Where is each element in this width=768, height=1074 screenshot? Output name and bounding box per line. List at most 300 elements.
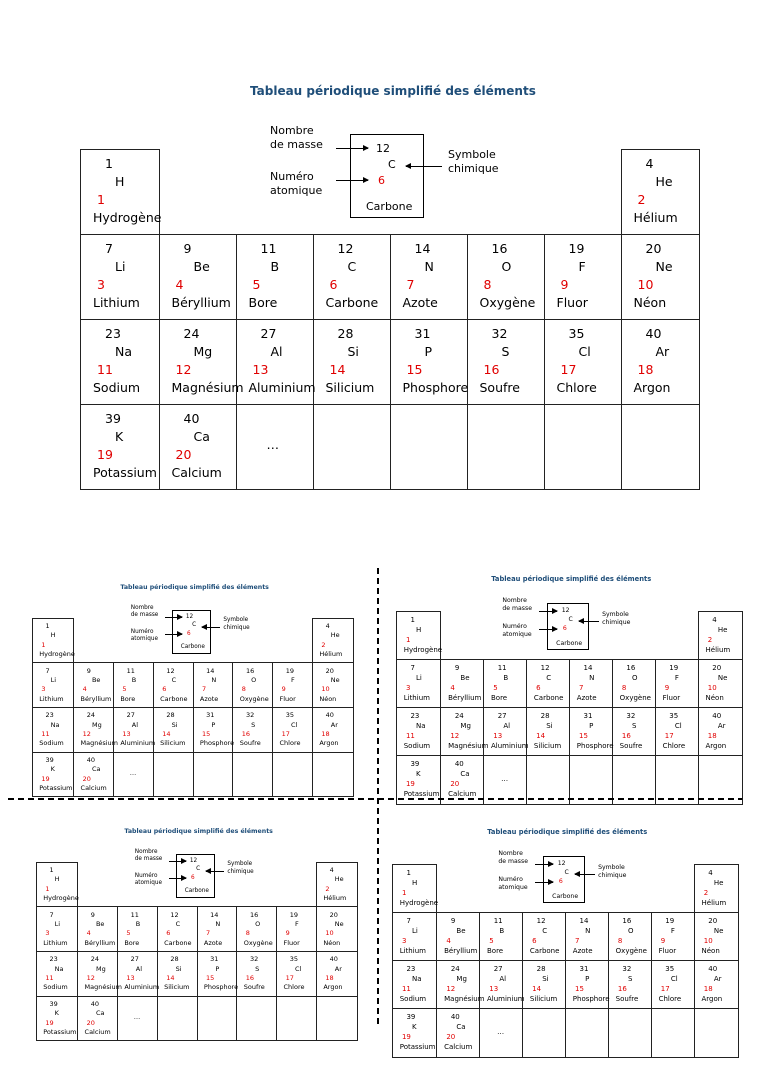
element-symbol: S <box>251 720 256 729</box>
element-symbol: Be <box>460 673 470 682</box>
legend-mass-label: de masse <box>498 858 529 866</box>
element-name: Lithium <box>399 947 426 956</box>
element-mass-number: 9 <box>90 910 95 919</box>
element-symbol: Mg <box>193 344 213 359</box>
element-symbol: F <box>290 675 295 684</box>
element-atomic-number: 8 <box>241 685 246 694</box>
element-atomic-number: 2 <box>325 884 330 893</box>
element-name: … <box>497 1027 505 1036</box>
element-symbol: F <box>294 919 299 928</box>
element-mass-number: 39 <box>406 1012 416 1021</box>
element-mass-number: 28 <box>536 964 546 973</box>
element-atomic-number: 16 <box>621 732 631 741</box>
element-symbol: K <box>416 770 421 779</box>
element-name: Béryllium <box>171 295 231 310</box>
element-name: Hydrogène <box>399 899 439 908</box>
element-mass-number: 32 <box>626 711 636 720</box>
element-name: Chlore <box>279 739 301 748</box>
element-atomic-number: 3 <box>97 277 105 292</box>
legend-name-value: Carbone <box>180 644 205 651</box>
legend-atomic-label: Numéro <box>270 170 314 183</box>
element-mass-number: 9 <box>86 666 91 675</box>
legend-symbol-value: C <box>568 616 573 624</box>
element-name: Sodium <box>399 995 427 1004</box>
element-mass-number: 12 <box>540 663 550 672</box>
element-symbol: Na <box>416 722 426 730</box>
legend-name-value: Carbone <box>556 639 583 647</box>
element-name: Silicium <box>325 380 375 395</box>
element-name: Sodium <box>403 742 431 751</box>
element-atomic-number: 16 <box>483 362 500 377</box>
element-symbol: Ca <box>193 429 210 444</box>
element-symbol: Be <box>193 259 210 274</box>
element-atomic-number: 11 <box>405 732 415 741</box>
element-mass-number: 40 <box>454 759 464 768</box>
element-name: Calcium <box>84 1028 111 1037</box>
element-symbol: Al <box>499 975 507 983</box>
element-atomic-number: 10 <box>703 937 713 946</box>
element-name: Chlore <box>658 995 682 1004</box>
legend-mass-label: Nombre <box>130 604 154 611</box>
element-symbol: F <box>670 926 675 935</box>
legend-atomic-label: Numéro <box>498 876 523 884</box>
element-atomic-number: 16 <box>241 730 251 739</box>
legend-name-value: Carbone <box>184 888 209 895</box>
element-symbol: Ne <box>713 926 724 935</box>
element-mass-number: 32 <box>249 955 259 964</box>
element-name: Aluminium <box>248 380 316 395</box>
element-atomic-number: 19 <box>41 774 50 783</box>
element-mass-number: 4 <box>645 156 654 171</box>
element-atomic-number: 1 <box>97 192 105 207</box>
element-mass-number: 1 <box>49 865 54 874</box>
element-atomic-number: 20 <box>175 447 192 462</box>
element-name: Fluor <box>658 947 677 956</box>
legend-number-value: 6 <box>378 174 385 187</box>
element-symbol: Na <box>50 720 60 729</box>
element-name: Béryllium <box>80 694 112 703</box>
element-mass-number: 19 <box>669 663 679 672</box>
element-symbol: K <box>50 765 55 774</box>
element-name: Magnésium <box>80 739 119 748</box>
panel-title: Tableau périodique simplifié des éléments <box>120 584 269 591</box>
element-mass-number: 14 <box>206 666 215 675</box>
element-symbol: Na <box>412 975 422 983</box>
element-name: Potassium <box>43 1028 77 1037</box>
element-atomic-number: 9 <box>660 937 666 946</box>
element-symbol: C <box>347 259 357 274</box>
element-symbol: N <box>424 259 434 274</box>
element-name: Magnésium <box>448 742 489 751</box>
element-mass-number: 40 <box>90 999 100 1008</box>
element-symbol: O <box>255 919 261 928</box>
element-name: Bore <box>491 694 508 703</box>
element-name: Chlore <box>556 380 597 395</box>
legend-mass-label: Nombre <box>502 597 527 605</box>
element-name: Azote <box>572 947 593 956</box>
element-atomic-number: 8 <box>245 929 250 938</box>
element-name: Calcium <box>448 790 477 799</box>
element-symbol: B <box>131 675 137 684</box>
element-name: Carbone <box>529 947 560 956</box>
element-name: Potassium <box>39 784 73 793</box>
element-symbol: O <box>631 673 638 682</box>
element-name: Chlore <box>662 742 686 751</box>
element-atomic-number: 12 <box>446 985 456 994</box>
element-atomic-number: 10 <box>637 277 654 292</box>
legend-atomic-label: atomique <box>498 884 528 891</box>
element-atomic-number: 19 <box>401 1033 411 1042</box>
element-name: Azote <box>402 295 438 310</box>
element-name: Soufre <box>615 995 639 1004</box>
element-symbol: N <box>589 673 595 682</box>
legend-mass-label: Nombre <box>498 850 523 858</box>
element-name: Fluor <box>283 938 300 947</box>
element-atomic-number: 3 <box>405 684 411 693</box>
element-mass-number: 39 <box>45 755 54 764</box>
element-atomic-number: 18 <box>637 362 654 377</box>
element-symbol: Ne <box>655 259 673 274</box>
element-name: Phosphore <box>572 995 610 1004</box>
element-symbol: O <box>627 926 634 935</box>
element-mass-number: 39 <box>410 759 420 768</box>
element-mass-number: 27 <box>493 964 503 973</box>
panel-title: Tableau périodique simplifié des éléments <box>250 84 536 98</box>
element-name: Hélium <box>705 646 731 655</box>
element-atomic-number: 10 <box>325 929 334 938</box>
element-name: Bore <box>124 938 140 947</box>
element-name: … <box>129 769 137 778</box>
element-name: Oxygène <box>619 694 651 703</box>
element-symbol: Li <box>416 673 422 682</box>
element-symbol: Si <box>171 720 178 729</box>
element-name: Phosphore <box>203 983 239 992</box>
element-atomic-number: 14 <box>162 730 171 739</box>
element-atomic-number: 16 <box>245 974 255 983</box>
element-symbol: K <box>412 1023 417 1032</box>
element-mass-number: 7 <box>410 663 415 672</box>
element-mass-number: 7 <box>105 241 113 256</box>
legend-mass-value: 12 <box>557 860 566 868</box>
legend-mass-label: de masse <box>130 612 159 619</box>
element-mass-number: 11 <box>497 663 507 672</box>
element-symbol: Al <box>503 722 511 730</box>
element-mass-number: 11 <box>493 916 503 925</box>
element-symbol: H <box>50 631 56 640</box>
element-atomic-number: 15 <box>206 974 215 983</box>
element-mass-number: 35 <box>289 955 299 964</box>
element-symbol: S <box>255 964 260 973</box>
element-mass-number: 9 <box>183 241 192 256</box>
element-symbol: K <box>115 429 124 444</box>
element-symbol: Ne <box>717 673 728 682</box>
element-symbol: N <box>215 919 221 928</box>
element-mass-number: 1 <box>406 868 411 877</box>
element-symbol: Be <box>91 675 101 684</box>
element-name: Sodium <box>39 739 64 748</box>
element-name: Phosphore <box>402 380 469 395</box>
legend-symbol-label: chimique <box>598 871 627 879</box>
element-atomic-number: 15 <box>579 732 588 741</box>
element-symbol: Ne <box>334 919 344 928</box>
legend-mass-label: Nombre <box>270 124 314 137</box>
element-symbol: P <box>585 975 590 983</box>
element-symbol: B <box>499 926 505 935</box>
legend-number-value: 6 <box>186 630 191 637</box>
element-symbol: F <box>578 259 586 274</box>
element-symbol: Si <box>347 344 359 359</box>
element-name: Béryllium <box>444 947 478 956</box>
element-symbol: He <box>655 174 673 189</box>
element-name: Carbone <box>164 938 192 947</box>
legend-symbol-label: Symbole <box>448 148 496 161</box>
element-atomic-number: 3 <box>41 685 46 694</box>
element-symbol: O <box>251 675 257 684</box>
legend-name-value: Carbone <box>552 892 579 900</box>
element-name: Bore <box>120 694 136 703</box>
element-mass-number: 19 <box>285 666 295 675</box>
element-mass-number: 20 <box>329 910 338 919</box>
element-atomic-number: 18 <box>321 730 330 739</box>
element-symbol: C <box>542 926 548 935</box>
legend-symbol-value: C <box>564 869 569 877</box>
element-atomic-number: 4 <box>175 277 184 292</box>
element-mass-number: 39 <box>105 411 121 426</box>
element-atomic-number: 4 <box>82 685 87 694</box>
legend-symbol-label: chimique <box>227 868 254 875</box>
element-mass-number: 12 <box>166 666 175 675</box>
element-name: Sodium <box>93 380 141 395</box>
element-name: Soufre <box>239 739 261 748</box>
element-atomic-number: 1 <box>405 636 411 645</box>
element-symbol: Cl <box>670 975 678 983</box>
element-mass-number: 35 <box>285 711 295 720</box>
element-atomic-number: 6 <box>536 684 541 693</box>
element-name: Argon <box>633 380 671 395</box>
element-atomic-number: 10 <box>707 684 717 693</box>
element-name: Lithium <box>39 694 64 703</box>
element-atomic-number: 19 <box>405 780 415 789</box>
element-atomic-number: 18 <box>325 974 334 983</box>
element-atomic-number: 1 <box>45 884 50 893</box>
element-mass-number: 16 <box>249 910 259 919</box>
element-atomic-number: 9 <box>560 277 569 292</box>
legend-mass-label: de masse <box>502 605 533 613</box>
element-atomic-number: 16 <box>617 985 627 994</box>
element-atomic-number: 8 <box>483 277 492 292</box>
legend-symbol-label: chimique <box>602 618 631 626</box>
element-mass-number: 24 <box>86 711 96 720</box>
element-name: Fluor <box>662 694 681 703</box>
element-name: Potassium <box>399 1043 436 1052</box>
element-atomic-number: 7 <box>406 277 415 292</box>
element-symbol: Cl <box>290 720 298 729</box>
element-mass-number: 31 <box>583 711 593 720</box>
element-symbol: Ne <box>330 675 340 684</box>
element-name: Argon <box>701 995 723 1004</box>
element-name: Argon <box>319 739 339 748</box>
element-name: Oxygène <box>239 694 269 703</box>
element-atomic-number: 5 <box>252 277 261 292</box>
element-name: Azote <box>199 694 219 703</box>
element-name: Argon <box>323 983 343 992</box>
element-atomic-number: 20 <box>86 1018 95 1027</box>
element-name: Silicium <box>529 995 558 1004</box>
element-atomic-number: 7 <box>206 929 211 938</box>
element-mass-number: 7 <box>49 910 54 919</box>
element-symbol: Na <box>115 344 133 359</box>
legend-symbol-value: C <box>192 622 197 629</box>
element-atomic-number: 2 <box>637 192 646 207</box>
element-symbol: Ar <box>334 964 342 973</box>
legend-atomic-label: atomique <box>270 184 323 197</box>
legend-symbol-label: chimique <box>223 624 250 631</box>
element-atomic-number: 17 <box>660 985 670 994</box>
element-mass-number: 40 <box>329 955 338 964</box>
element-mass-number: 32 <box>622 964 632 973</box>
element-symbol: S <box>501 344 510 359</box>
legend-atomic-label: Numéro <box>130 628 154 635</box>
element-mass-number: 9 <box>454 663 460 672</box>
element-atomic-number: 18 <box>707 732 717 741</box>
element-atomic-number: 20 <box>446 1033 456 1042</box>
element-mass-number: 32 <box>245 711 255 720</box>
element-mass-number: 40 <box>645 326 662 341</box>
element-symbol: Na <box>54 964 64 973</box>
element-symbol: Cl <box>674 722 682 730</box>
legend-atomic-label: Numéro <box>134 872 158 879</box>
element-atomic-number: 12 <box>86 974 95 983</box>
element-symbol: K <box>54 1009 59 1018</box>
element-atomic-number: 6 <box>162 685 167 694</box>
element-name: Silicium <box>160 739 186 748</box>
element-atomic-number: 12 <box>175 362 192 377</box>
element-symbol: Si <box>542 975 549 983</box>
element-mass-number: 9 <box>450 916 456 925</box>
element-symbol: Be <box>95 919 105 928</box>
element-atomic-number: 14 <box>532 985 542 994</box>
legend-number-value: 6 <box>190 874 195 881</box>
legend-atomic-label: atomique <box>502 631 532 638</box>
element-mass-number: 24 <box>450 964 460 973</box>
element-name: Bore <box>487 947 504 956</box>
element-name: … <box>501 774 509 783</box>
element-name: Argon <box>705 742 727 751</box>
element-name: Magnésium <box>444 995 485 1004</box>
element-mass-number: 20 <box>645 241 662 256</box>
element-symbol: Ca <box>456 1023 466 1032</box>
element-atomic-number: 2 <box>703 889 709 898</box>
element-atomic-number: 15 <box>406 362 423 377</box>
element-name: Oxygène <box>243 938 273 947</box>
element-symbol: C <box>546 673 552 682</box>
element-mass-number: 28 <box>540 711 550 720</box>
legend-symbol-value: C <box>388 158 396 171</box>
element-mass-number: 4 <box>712 615 717 624</box>
element-atomic-number: 2 <box>321 640 326 649</box>
legend-mass-value: 12 <box>376 142 390 155</box>
element-symbol: N <box>211 675 217 684</box>
element-symbol: Ar <box>655 344 670 359</box>
element-symbol: Ca <box>95 1009 105 1018</box>
panel-title: Tableau périodique simplifié des éléments <box>487 828 648 836</box>
element-atomic-number: 20 <box>450 780 460 789</box>
element-symbol: Li <box>115 259 126 274</box>
element-mass-number: 40 <box>86 755 96 764</box>
element-name: Hydrogène <box>93 210 162 225</box>
element-name: Fluor <box>279 694 296 703</box>
element-name: Béryllium <box>84 938 116 947</box>
element-atomic-number: 6 <box>166 929 171 938</box>
panel-title: Tableau périodique simplifié des éléments <box>124 828 273 835</box>
element-atomic-number: 17 <box>560 362 577 377</box>
element-atomic-number: 11 <box>401 985 411 994</box>
element-symbol: Ca <box>91 765 101 774</box>
legend-mass-label: de masse <box>134 856 163 863</box>
element-atomic-number: 17 <box>281 730 290 739</box>
element-mass-number: 16 <box>491 241 508 256</box>
element-name: Oxygène <box>615 947 647 956</box>
element-mass-number: 19 <box>568 241 585 256</box>
legend-atomic-label: atomique <box>134 880 162 886</box>
element-atomic-number: 9 <box>281 685 286 694</box>
element-name: Potassium <box>93 465 157 480</box>
element-name: Aluminium <box>487 995 525 1004</box>
element-name: Néon <box>319 694 337 703</box>
element-symbol: He <box>717 625 728 634</box>
element-mass-number: 31 <box>579 964 589 973</box>
element-mass-number: 40 <box>450 1012 460 1021</box>
element-name: Phosphore <box>576 742 614 751</box>
element-atomic-number: 2 <box>707 636 713 645</box>
element-mass-number: 11 <box>260 241 277 256</box>
element-name: Sodium <box>43 983 68 992</box>
element-mass-number: 23 <box>49 955 58 964</box>
element-atomic-number: 17 <box>285 974 294 983</box>
element-mass-number: 28 <box>337 326 354 341</box>
element-symbol: Mg <box>95 964 106 973</box>
legend-symbol-label: Symbole <box>598 863 625 871</box>
element-symbol: O <box>501 259 512 274</box>
element-symbol: H <box>54 875 60 884</box>
element-atomic-number: 12 <box>82 730 91 739</box>
element-mass-number: 14 <box>583 663 593 672</box>
element-name: … <box>266 437 279 452</box>
element-symbol: Ar <box>713 975 722 983</box>
element-symbol: B <box>270 259 280 274</box>
element-atomic-number: 5 <box>489 937 494 946</box>
element-atomic-number: 13 <box>252 362 269 377</box>
element-name: Soufre <box>243 983 265 992</box>
element-atomic-number: 4 <box>446 937 451 946</box>
element-name: Azote <box>576 694 597 703</box>
element-symbol: P <box>215 964 220 973</box>
element-name: Hélium <box>633 210 678 225</box>
element-atomic-number: 18 <box>703 985 713 994</box>
element-atomic-number: 8 <box>617 937 623 946</box>
element-symbol: Ar <box>330 720 338 729</box>
panel-title: Tableau périodique simplifié des éléments <box>491 575 652 583</box>
element-atomic-number: 5 <box>493 684 498 693</box>
element-mass-number: 19 <box>665 916 675 925</box>
legend-number-value: 6 <box>558 878 563 886</box>
element-symbol: P <box>589 722 594 730</box>
element-atomic-number: 7 <box>202 685 207 694</box>
element-mass-number: 40 <box>712 711 722 720</box>
legend-mass-label: Nombre <box>134 848 158 855</box>
element-name: Bore <box>248 295 278 310</box>
element-atomic-number: 19 <box>97 447 113 462</box>
